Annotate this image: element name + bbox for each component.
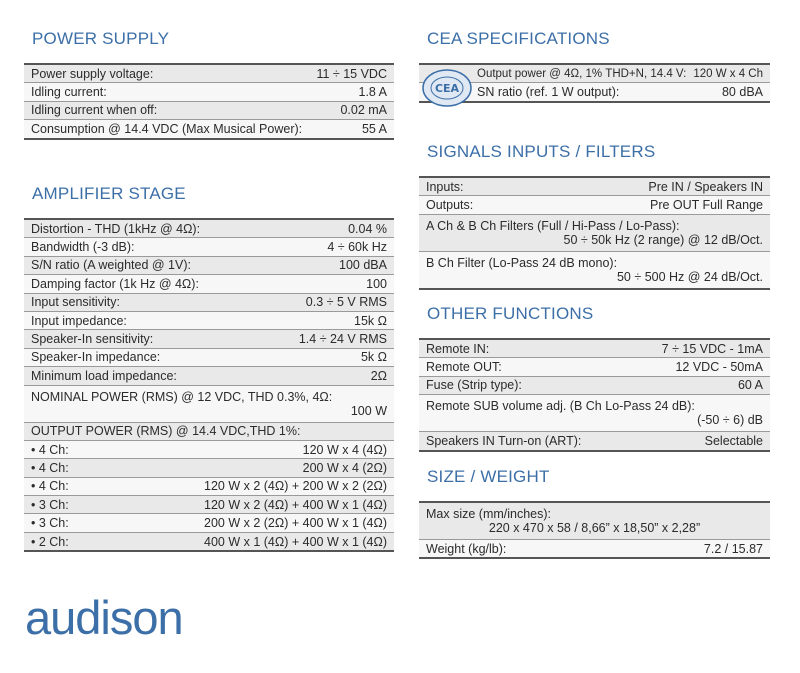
signals-table — [419, 176, 770, 290]
amplifier-stage-table — [24, 218, 394, 552]
max-size-row: Max size (mm/inches): 220 x 470 x 58 / 8,66” x 18,50” x 2,28” — [419, 503, 770, 540]
amplifier-stage-section — [24, 183, 394, 552]
cea-section — [419, 28, 770, 103]
table-row: • 4 Ch: 120 W x 4 (4Ω) — [24, 441, 394, 459]
filter-a-row: A Ch & B Ch Filters (Full / Hi-Pass / Lo-Pass): 50 ÷ 50k Hz (2 range) @ 12 dB/Oct. — [419, 215, 770, 252]
table-row: Consumption @ 14.4 VDC (Max Musical Power): 55 A — [24, 120, 394, 139]
table-row: Idling current: 1.8 A — [24, 83, 394, 101]
table-row: • 2 Ch: 400 W x 1 (4Ω) + 400 W x 1 (4Ω) — [24, 533, 394, 552]
table-row: S/N ratio (A weighted @ 1V): 100 dBA — [24, 257, 394, 275]
size-weight-table — [419, 501, 770, 559]
nominal-power-row: NOMINAL POWER (RMS) @ 12 VDC, THD 0.3%, 4Ω: 100 W — [24, 386, 394, 423]
table-row: Inputs: Pre IN / Speakers IN — [419, 178, 770, 196]
table-row: Bandwidth (-3 dB): 4 ÷ 60k Hz — [24, 238, 394, 256]
table-row: Weight (kg/lb): 7.2 / 15.87 — [419, 540, 770, 559]
table-row: • 4 Ch: 120 W x 2 (4Ω) + 200 W x 2 (2Ω) — [24, 478, 394, 496]
table-row: Input impedance: 15k Ω — [24, 312, 394, 330]
table-row: • 4 Ch: 200 W x 4 (2Ω) — [24, 459, 394, 477]
filter-b-row: B Ch Filter (Lo-Pass 24 dB mono): 50 ÷ 500 Hz @ 24 dB/Oct. — [419, 252, 770, 290]
table-row: Output power @ 4Ω, 1% THD+N, 14.4 V: 120 W x 4 Ch — [419, 65, 770, 83]
table-row: Speakers IN Turn-on (ART): Selectable — [419, 432, 770, 451]
table-row: Input sensitivity: 0.3 ÷ 5 V RMS — [24, 294, 394, 312]
cea-title: CEA SPECIFICATIONS — [427, 29, 610, 48]
right-column — [419, 0, 770, 673]
other-functions-title: OTHER FUNCTIONS — [427, 304, 594, 323]
table-row: Outputs: Pre OUT Full Range — [419, 196, 770, 214]
cea-seal-icon — [421, 68, 473, 108]
table-row: • 3 Ch: 120 W x 2 (4Ω) + 400 W x 1 (4Ω) — [24, 496, 394, 514]
power-supply-section — [24, 28, 394, 140]
svg-text:CEA: CEA — [434, 82, 460, 95]
table-row: • 3 Ch: 200 W x 2 (2Ω) + 400 W x 1 (4Ω) — [24, 514, 394, 532]
power-supply-table — [24, 63, 394, 140]
amplifier-stage-title: AMPLIFIER STAGE — [32, 184, 186, 203]
other-functions-table — [419, 338, 770, 452]
other-functions-section — [419, 303, 770, 452]
table-row: Remote IN: 7 ÷ 15 VDC - 1mA — [419, 340, 770, 358]
size-weight-title: SIZE / WEIGHT — [427, 467, 550, 486]
power-supply-title: POWER SUPPLY — [32, 29, 170, 48]
output-power-header-row: OUTPUT POWER (RMS) @ 14.4 VDC,THD 1%: — [24, 423, 394, 441]
sub-volume-row: Remote SUB volume adj. (B Ch Lo-Pass 24 dB): (-50 ÷ 6) dB — [419, 395, 770, 432]
table-row: SN ratio (ref. 1 W output): 80 dBA — [419, 83, 770, 102]
signals-title: SIGNALS INPUTS / FILTERS — [427, 142, 656, 161]
table-row: Idling current when off: 0.02 mA — [24, 102, 394, 120]
left-column — [24, 0, 394, 673]
table-row: Speaker-In impedance: 5k Ω — [24, 349, 394, 367]
table-row: Speaker-In sensitivity: 1.4 ÷ 24 V RMS — [24, 330, 394, 348]
size-weight-section — [419, 466, 770, 559]
table-row: Minimum load impedance: 2Ω — [24, 367, 394, 385]
signals-section — [419, 141, 770, 290]
table-row: Fuse (Strip type): 60 A — [419, 377, 770, 395]
audison-logo: audison — [25, 591, 183, 644]
cea-table — [419, 63, 770, 103]
table-row: Damping factor (1k Hz @ 4Ω): 100 — [24, 275, 394, 293]
table-row: Power supply voltage: 11 ÷ 15 VDC — [24, 65, 394, 83]
table-row: Distortion - THD (1kHz @ 4Ω): 0.04 % — [24, 220, 394, 238]
table-row: Remote OUT: 12 VDC - 50mA — [419, 358, 770, 376]
